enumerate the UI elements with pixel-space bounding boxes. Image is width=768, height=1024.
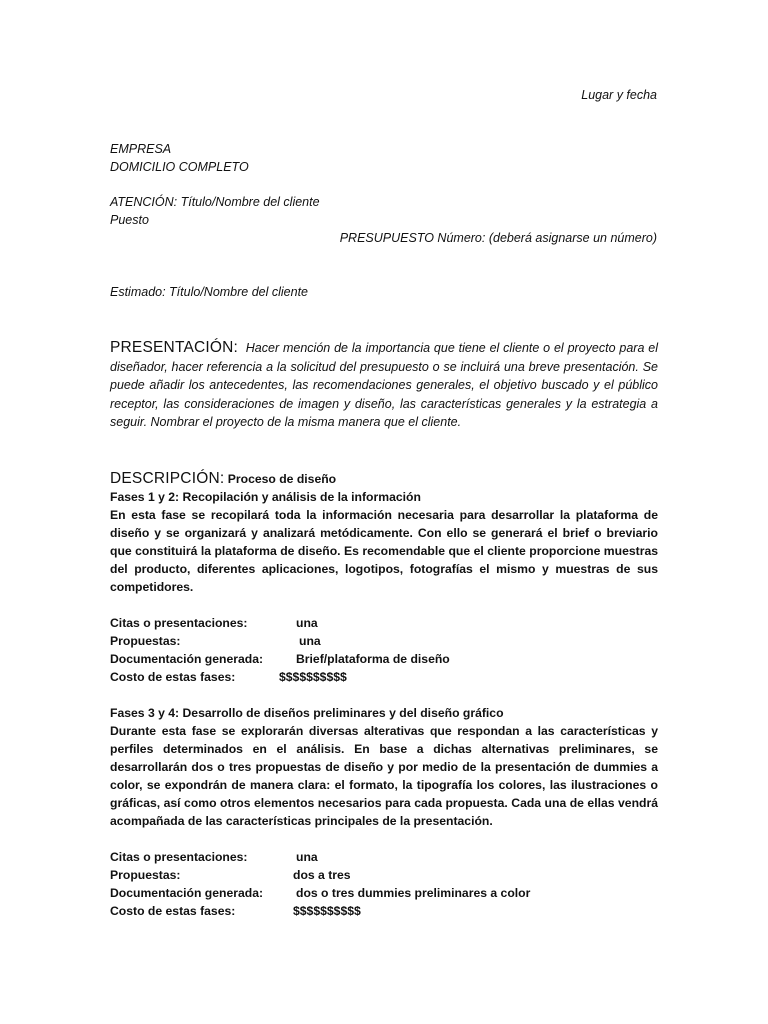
budget-number: PRESUPUESTO Número: (deberá asignarse un número): [339, 231, 657, 245]
presentation-section: [110, 339, 658, 432]
description-section: [110, 470, 658, 920]
item-value: dos a tres: [293, 868, 351, 882]
phase-3-4-item: [110, 884, 658, 902]
phase-3-4-item: [110, 848, 658, 866]
description-heading-line: [110, 470, 658, 488]
attention-line: ATENCIÓN: Título/Nombre del cliente: [110, 195, 320, 209]
item-value: $$$$$$$$$$: [293, 904, 361, 918]
place-date: Lugar y fecha: [581, 88, 657, 102]
item-label: Documentación generada:: [110, 652, 264, 666]
presentation-body: Hacer mención de la importancia que tiene el cliente o el proyecto para el diseñador, hacer referencia a la solicitud del presupuesto o se incluirá una breve presentación. Se puede añadir los antecedentes, las recomendaciones generales, el objetivo buscado y el público receptor, las consideraciones de imagen y diseño, las características generales y la estrategia a seguir. Nombrar el proyecto de la misma manera que el cliente.: [110, 341, 658, 429]
phase-1-2-item: [110, 650, 658, 668]
phase-1-2-title: Fases 1 y 2: Recopilación y análisis de la información: [110, 490, 421, 504]
item-label: Propuestas:: [110, 634, 181, 648]
item-label: Documentación generada:: [110, 886, 264, 900]
phase-1-2-item: [110, 632, 658, 650]
item-label: Citas o presentaciones:: [110, 850, 248, 864]
recipient-block: [110, 140, 658, 229]
phase-3-4-item: [110, 902, 658, 920]
item-label: Propuestas:: [110, 868, 181, 882]
item-value: una: [296, 616, 318, 630]
phase-3-4-body: Durante esta fase se explorarán diversas alterativas que respondan a las características y perfiles determinados en el análisis. En base a dichas alternativas preliminares, se desarrollarán dos o tres propuestas de diseño y por medio de la presentación de dummies a color, se expondrán de manera clara: el formato, la tipografía los colores, las ilustraciones o gráficas, así como otros elementos necesarios para cada propuesta. Cada una de ellas vendrá acompañada de las características principales de la presentación.: [110, 724, 658, 828]
phase-3-4-item: [110, 866, 658, 884]
phase-1-2-item: [110, 668, 658, 686]
presentation-heading: PRESENTACIÓN:: [110, 339, 239, 356]
company-address: DOMICILIO COMPLETO: [110, 160, 249, 174]
item-label: Costo de estas fases:: [110, 904, 236, 918]
item-value: una: [296, 850, 318, 864]
salutation: Estimado: Título/Nombre del cliente: [110, 285, 309, 299]
company-name: EMPRESA: [110, 142, 172, 156]
phase-3-4-title: Fases 3 y 4: Desarrollo de diseños preliminares y del diseño gráfico: [110, 706, 504, 720]
item-label: Citas o presentaciones:: [110, 616, 248, 630]
description-subheading: Proceso de diseño: [227, 472, 337, 486]
item-value: una: [299, 634, 321, 648]
item-value: dos o tres dummies preliminares a color: [296, 886, 531, 900]
item-value: Brief/plataforma de diseño: [296, 652, 450, 666]
phase-1-2-item: [110, 614, 658, 632]
recipient-position: Puesto: [110, 213, 149, 227]
description-heading: DESCRIPCIÓN:: [110, 470, 225, 487]
phase-1-2-body: En esta fase se recopilará toda la información necesaria para desarrollar la plataforma de diseño y se organizará y analizará metódicamente. Con ello se generará el brief o breviario que constituirá la plataforma de diseño. Es recomendable que el cliente proporcione muestras del producto, diferentes aplicaciones, logotipos, fotografías el mismo y muestras de sus competidores.: [110, 508, 658, 594]
item-value: $$$$$$$$$$: [279, 670, 347, 684]
item-label: Costo de estas fases:: [110, 670, 236, 684]
